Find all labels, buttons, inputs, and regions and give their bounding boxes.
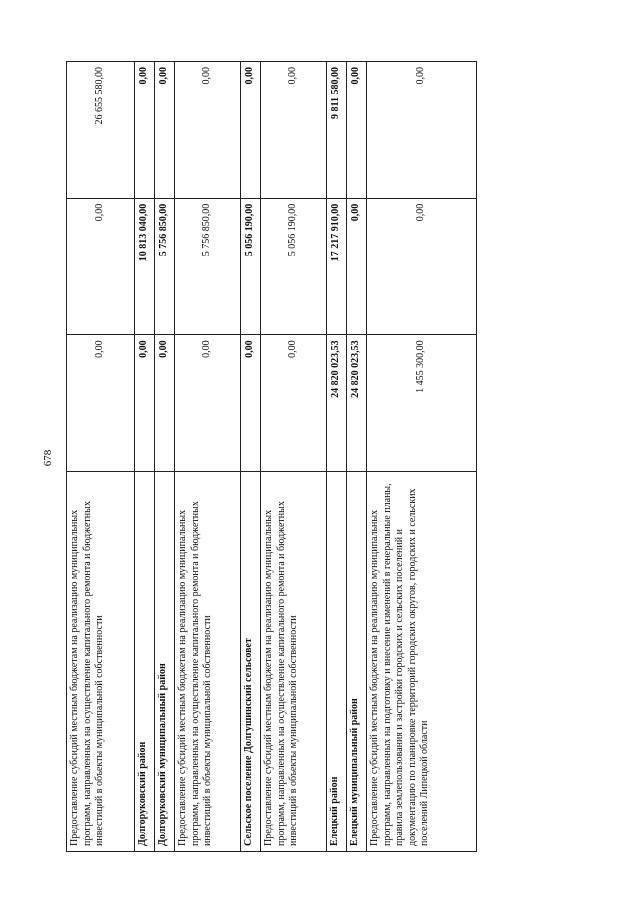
rotated-table-wrapper — [66, 62, 476, 852]
row-value-2: 5 056 190,00 — [261, 198, 327, 335]
table-row — [155, 62, 175, 852]
row-value-2: 5 056 190,00 — [241, 198, 261, 335]
table-row — [367, 62, 477, 852]
row-value-2: 0,00 — [347, 198, 367, 335]
row-description: Елецкий район — [327, 472, 347, 852]
row-value-3: 0,00 — [155, 62, 175, 199]
table-row — [327, 62, 347, 852]
table-row — [135, 62, 155, 852]
row-value-3: 0,00 — [175, 62, 241, 199]
row-value-3: 0,00 — [241, 62, 261, 199]
budget-table — [66, 61, 477, 852]
row-description: Предоставление субсидий местным бюджетам на реализацию муниципальных программ, направленных на подготовку и внесение изменений в генеральные планы, правила землепользования и застройки городских и сельских поселений и документацию по планировке территорий городских округов, городских и сельских поселений Липецкой области — [367, 472, 477, 852]
row-description: Предоставление субсидий местным бюджетам на реализацию муниципальных программ, направленных на осуществление капитального ремонта и бюджетных инвестиций в объекты муниципальной собственности — [261, 472, 327, 852]
row-value-1: 0,00 — [67, 335, 135, 472]
row-value-3: 9 811 580,00 — [327, 62, 347, 199]
row-value-1: 0,00 — [175, 335, 241, 472]
row-value-1: 24 820 023,53 — [327, 335, 347, 472]
row-value-2: 10 813 040,00 — [135, 198, 155, 335]
row-value-2: 0,00 — [367, 198, 477, 335]
row-value-3: 0,00 — [367, 62, 477, 199]
table-row — [261, 62, 327, 852]
table-row — [241, 62, 261, 852]
row-value-2: 0,00 — [67, 198, 135, 335]
row-value-1: 0,00 — [155, 335, 175, 472]
row-value-1: 0,00 — [261, 335, 327, 472]
row-value-1: 24 820 023,53 — [347, 335, 367, 472]
row-value-1: 0,00 — [135, 335, 155, 472]
row-description: Елецкий муниципальный район — [347, 472, 367, 852]
row-value-2: 5 756 850,00 — [155, 198, 175, 335]
row-description: Предоставление субсидий местным бюджетам на реализацию муниципальных программ, направленных на осуществление капитального ремонта и бюджетных инвестиций в объекты муниципальной собственности — [67, 472, 135, 852]
table-row — [175, 62, 241, 852]
row-value-3: 0,00 — [135, 62, 155, 199]
row-value-3: 0,00 — [261, 62, 327, 199]
table-row — [67, 62, 135, 852]
table-row — [347, 62, 367, 852]
row-value-1: 0,00 — [241, 335, 261, 472]
row-description: Сельское поселение Долгушинский сельсовет — [241, 472, 261, 852]
row-description: Долгоруковский район — [135, 472, 155, 852]
row-description: Предоставление субсидий местным бюджетам на реализацию муниципальных программ, направленных на осуществление капитального ремонта и бюджетных инвестиций в объекты муниципальной собственности — [175, 472, 241, 852]
row-value-1: 1 455 300,00 — [367, 335, 477, 472]
page-number: 678 — [42, 449, 54, 467]
row-value-2: 17 217 910,00 — [327, 198, 347, 335]
row-description: Долгоруковский муниципальный район — [155, 472, 175, 852]
row-value-3: 0,00 — [347, 62, 367, 199]
row-value-3: 26 655 580,00 — [67, 62, 135, 199]
row-value-2: 5 756 850,00 — [175, 198, 241, 335]
